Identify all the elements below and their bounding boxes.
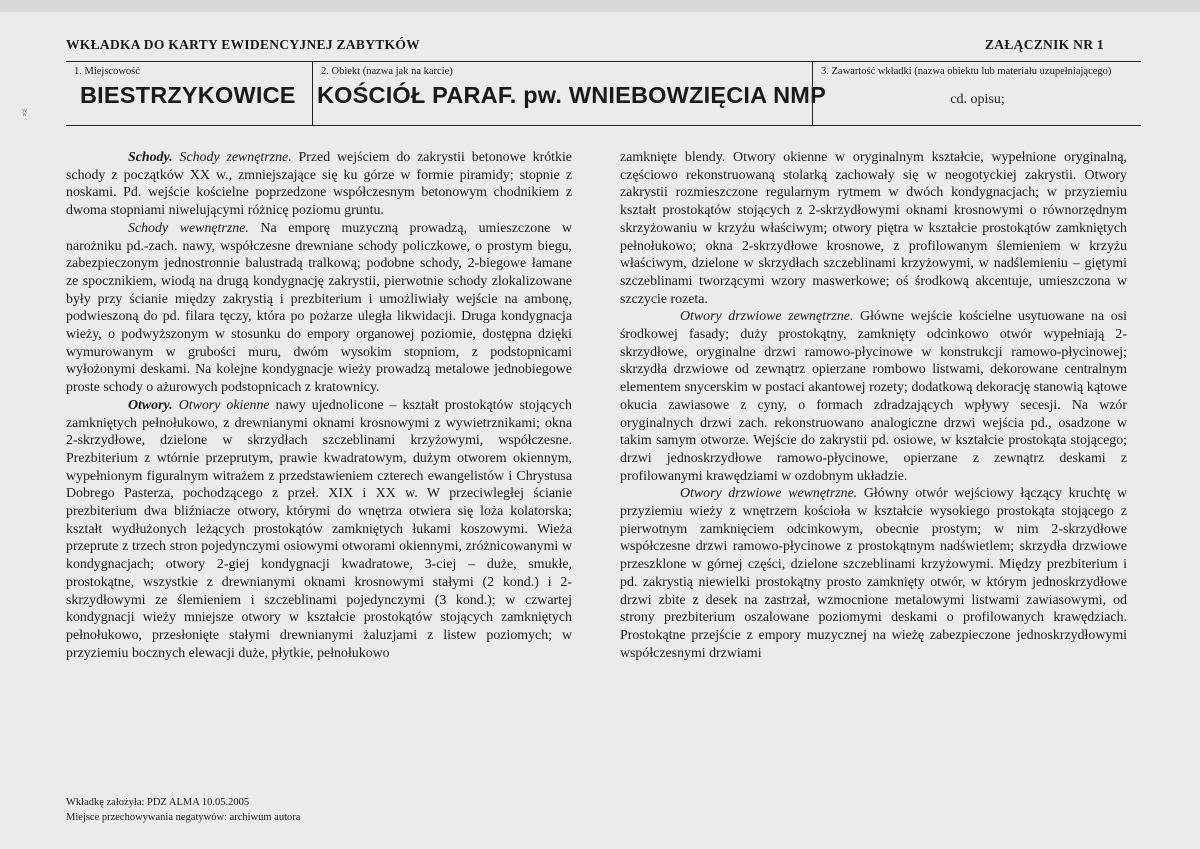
place-label: 1. Miejscowość: [74, 66, 140, 77]
place-value: BIESTRZYKOWICE: [80, 82, 296, 108]
scan-mark: ʬ: [22, 108, 28, 119]
footer: [66, 795, 300, 825]
content-cell: [812, 62, 1142, 125]
document-title: WKŁADKA DO KARTY EWIDENCYJNEJ ZABYTKÓW: [66, 37, 420, 52]
paragraph-stairs-internal: Schody wewnętrzne. Na emporę muzyczną prowadzą, umieszczone w narożniku pd.-zach. nawy, współczesne drewniane schody policzkowe, o prostym biegu, zabezpieczonym jednostronnie balustradą tralkową; podobne schody, 2-biegowe łamane ze spocznikiem, wiodą na drugą kondygnację zakrystii, pierwotnie schody zlokalizowane były przy ścianie między zakrystią i prezbiterium i umożliwiały wejście na ambonę, podwieszoną do pd. filara tęczy, która po pożarze uległa likwidacji. Druga kondygnacja wieży, o podwyższonym w stosunku do empory organowej poziomie, dostępna dzięki wymurowanym w grubości muru, dwóm wysokim stopniom, z podstopnicami wyłożonymi deskami. Na kolejne kondygnacje wieży prowadzą metalowe jednobiegowe proste schody o ażurowych podstopnicach z kratownicy.: [66, 220, 572, 396]
footer-negatives: Miejsce przechowywania negatywów: archiwum autora: [66, 812, 301, 823]
paragraph-openings-windows: Otwory. Otwory okienne nawy ujednolicone – kształt prostokątów stojących zamkniętych pełnołukowo, z drewnianymi oknami krosnowymi z wywietrznikami; okna 2-skrzydłowe, dzielone w skrzydłach szczeblinami krzyżowymi, współczesne. Prezbiterium z wtórnie przeprutym, prawie kwadratowym, dużym otworem okiennym, wypełnionym figuralnym witrażem z przedstawieniem czterech ewangelistów i Chrystusa Dobrego Pasterza, pochodzącego z przeł. XIX i XX w. W przeciwległej ścianie prezbiterium dwa bliźniacze otwory, którymi do wnętrza otwiera się loża kolatorska; kształt wydłużonych leżących prostokątów zamkniętych łukami koszowymi. Wieża przeprute z trzech stron pojedynczymi osiowymi otworami okiennymi, zróżnicowanymi w kondygnacjach; otwory 2-giej kondygnacji kwadratowe, 3-ciej – duże, smukłe, prostokątne, wszystkie z drewnianymi oknami krosnowymi stałymi (2 kond.) i 2-skrzydłowymi ze ślemieniem i szczeblinami pojedynczymi (3 kond.); w czwartej kondygnacji wieży mniejsze otwory w kształcie prostokątów stojących zamkniętych pełnołukowo, przesłonięte stałymi drewnianymi żaluzjami z listew poziomych; w przyziemiu bocznych elewacji duże, płytkie, pełnołukowo: [66, 397, 572, 661]
paragraph-doors-external: Otwory drzwiowe zewnętrzne. Główne wejście kościelne usytuowane na osi środkowej fasady; duży prostokątny, zamknięty odcinkowo otwór wypełniają 2-skrzydłowe, oryginalne drzwi ramowo-płycinowe w konstrukcji ramowo-płycinowej; skrzydła drzwiowe od zewnątrz opierzane rombowo listwami, dekorowane centralnym elementem snycerskim w postaci akantowej rozety; dodatkową dekorację stanowią kątowe okucia zawiasowe z cyny, o formach zdradzających wpływy secesji. Na wzór oryginalnych drzwi zach. rekonstruowano analogiczne drzwi wejścia pd., osadzone w takim samym otworze. Wejście do zakrystii pd. osiowe, w kształcie prostokąta stojącego; drzwi jednoskrzydłowe ramowo-płycinowe, opierzane z zewnątrz deskami z profilowanymi krawędziami w ozdobnym układzie.: [620, 309, 1127, 484]
scan-edge: [0, 0, 1200, 12]
object-value: KOŚCIÓŁ PARAF. pw. WNIEBOWZIĘCIA NMP: [317, 82, 826, 108]
annex-label: ZAŁĄCZNIK NR 1: [985, 37, 1104, 52]
object-cell: [312, 62, 826, 125]
footer-author: Wkładkę założyła: PDZ ALMA 10.05.2005: [66, 797, 250, 808]
right-text-column: [620, 149, 1127, 662]
left-text-column: [66, 149, 572, 662]
paragraph-doors-internal: Otwory drzwiowe wewnętrzne. Główny otwór wejściowy łączący kruchtę w przyziemiu wieży z wnętrzem kościoła w kształcie wysokiego prostokąta stojącego z pierwotnym zamknięciem odcinkowym, obecnie prostym; w nim 2-skrzydłowe współczesne drzwi ramowo-płycinowe z prostokątnym nadświetlem; skrzydła drzwiowe przeszklone w górnej części, dzielone szczeblinami krzyżowymi. Między prezbiterium i pd. zakrystią niewielki prostokątny prosto zamknięty otwór, w którym jednoskrzydłowe drzwi zbite z desek na zastrzał, wzmocnione metalowymi listwami zawiasowymi, od strony prezbiterium oszalowane poziomymi deskami o profilowanych krawędziach. Prostokątne przejście z empory muzycznej na wieżę zabezpieczone jednoskrzydłowymi współczesnymi drzwiami: [620, 486, 1127, 661]
place-cell: [66, 62, 312, 125]
object-label: 2. Obiekt (nazwa jak na karcie): [321, 66, 453, 77]
paragraph-stairs-external: Schody. Schody zewnętrzne. Przed wejściem do zakrystii betonowe krótkie schody z początków XX w., zmniejszające się ku górze w formie piramidy; stopnie z noskami. Pd. wejście kościelne poprzedzone współczesnym betonowym chodnikiem z dwoma stopniami niwelującymi różnicę poziomu gruntu.: [66, 150, 572, 219]
header-table: [66, 61, 1141, 126]
paragraph-windows-continued: zamknięte blendy. Otwory okienne w oryginalnym kształcie, wypełnione oryginalną, częściowo rekonstruowaną stolarką zachowały się w neogotyckiej zakrystii. Otwory zakrystii rozmieszczone regularnym rytmem w dwóch kondygnacjach; w przyziemiu kształt prostokątów stojących z 2-skrzydłowymi oknami krosnowymi o równorzędnym skrzyżowaniu w krzyżu właściwym; otwory piętra w kształcie prostokątów zamkniętych pełnołukowo; okna 2-skrzydłowe krosnowe, z profilowanym ślemieniem w krzyżu właściwym, dzielone w skrzydłach szczeblinami krzyżowymi, w nadślemieniu – giętymi szczeblinami tworzącymi wzory maswerkowe; oś środkową akcentuje, umieszczona w szczycie rozeta.: [620, 150, 1127, 307]
content-value: cd. opisu;: [950, 92, 1005, 107]
content-label: 3. Zawartość wkładki (nazwa obiektu lub materiału uzupełniającego): [821, 66, 1112, 77]
